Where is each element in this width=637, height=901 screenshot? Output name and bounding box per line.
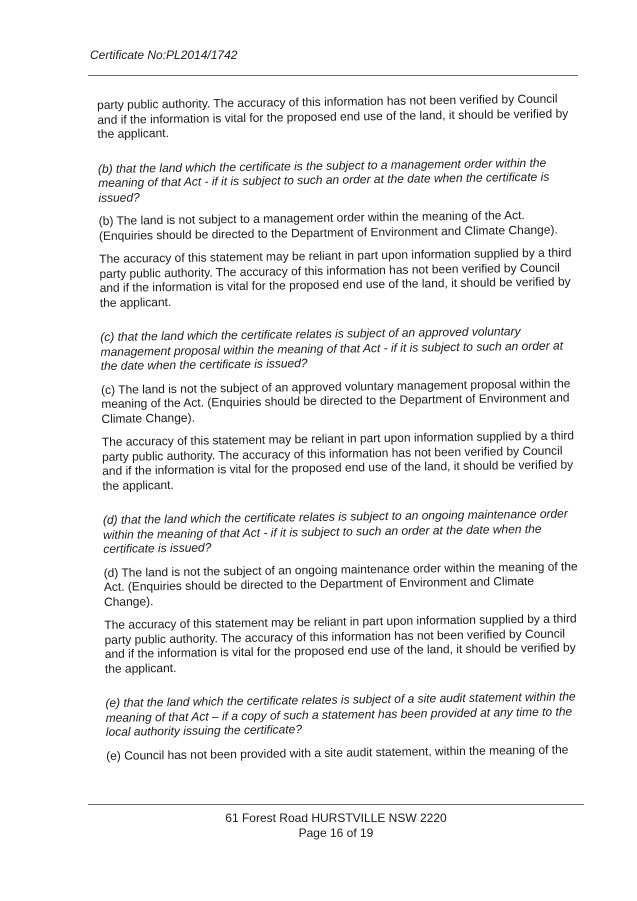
question-c: (c) that the land which the certificate relates is subject of an approved voluntary management proposal within the meaning of that Act - if it is subject to such an order at the date when the certificate is issued? [100, 324, 564, 373]
page-footer [88, 811, 584, 841]
note-c: The accuracy of this statement may be reliant in part upon information supplied by a third party public authority. The accuracy of this information has not been verified by Council and if the information is vital for the proposed end use of the land, it should be verified by the applicant. [101, 428, 575, 493]
question-e: (e) that the land which the certificate relates is subject of a site audit statement within the meaning of that Act – if a copy of such a statement has been provided at any time to the local authority issuing the certificate? [105, 689, 576, 739]
paragraph-continued: party public authority. The accuracy of this information has not been verified by Council and if the information is vital for the proposed end use of the land, it should be verified by the applicant. [97, 91, 569, 141]
question-d: (d) that the land which the certificate relates is subject to an ongoing maintenance order within the meaning of that Act - if it is subject to such an order at the date when the certificate is issued? [102, 506, 568, 556]
answer-b: (b) The land is not subject to a management order within the meaning of the Act. (Enquiries should be directed to the Department of Environment and Climate Change). [98, 208, 558, 243]
answer-c: (c) The land is not the subject of an approved voluntary management proposal within the meaning of the Act. (Enquiries should be directed to the Department of Environment and Climate Change). [100, 375, 571, 426]
document-body [97, 91, 584, 763]
footer-address: 61 Forest Road HURSTVILLE NSW 2220 [225, 811, 447, 825]
footer-rule [88, 804, 584, 805]
page-number: Page 16 of 19 [298, 826, 374, 840]
certificate-number: Certificate No:PL2014/1742 [90, 48, 238, 62]
note-b: The accuracy of this statement may be reliant in part upon information supplied by a third party public authority. The accuracy of this information has not been verified by Council and if the information is vital for the proposed end use of the land, it should be verified by the applicant. [99, 245, 572, 310]
note-d: The accuracy of this statement may be reliant in part upon information supplied by a third party public authority. The accuracy of this information has not been verified by Council and if the information is vital for the proposed end use of the land, it should be verified by the applicant. [104, 611, 577, 676]
answer-d: (d) The land is not the subject of an ongoing maintenance order within the meaning of the Act. (Enquiries should be directed to the Department of Environment and Climate Change). [103, 558, 578, 609]
answer-e: (e) Council has not been provided with a site audit statement, within the meaning of the [106, 741, 569, 763]
header-rule [88, 75, 578, 76]
question-b: (b) that the land which the certificate is the subject to a management order within the meaning of that Act - if it is subject to such an order at the date when the certificate is issued? [97, 155, 550, 205]
